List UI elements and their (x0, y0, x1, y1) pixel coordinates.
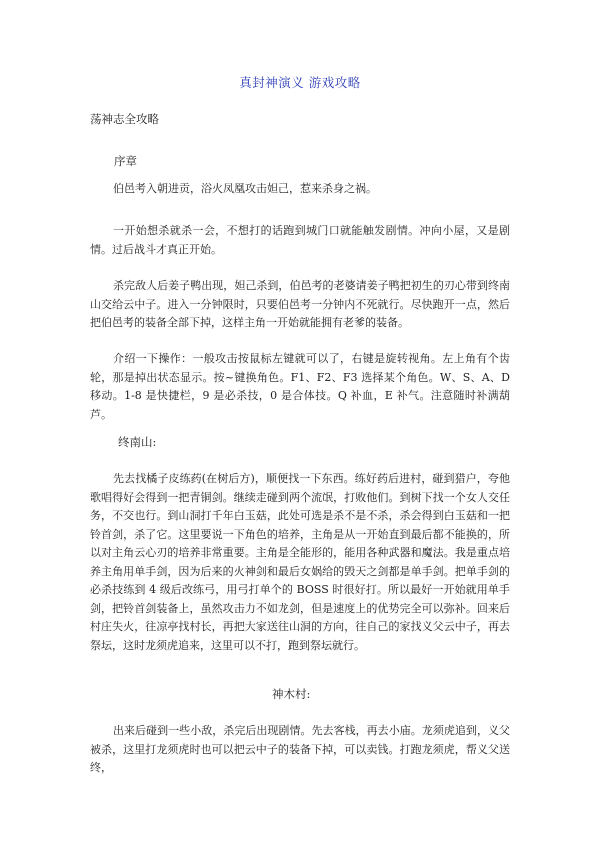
paragraph: 介绍一下操作：一般攻击按鼠标左键就可以了，右键是旋转视角。左上角有个齿轮，那是掉出状态显示。按~键换角色。F1、F2、F3 选择某个角色。W、S、A、D 移动。1-8 是快捷栏，9 是必杀技，0 是合体技。Q 补血，E 补气。注意随时补满葫芦。 (90, 352, 510, 421)
paragraph: 出来后碰到一些小敌，杀完后出现剧情。先去客栈，再去小庙。龙须虎追到，义父被杀，这里打龙须虎时也可以把云中子的装备下掉，可以卖钱。打跑龙须虎，帮义父送终， (90, 724, 510, 774)
section-heading-zhongnan: 终南山: (118, 435, 157, 449)
paragraph: 先去找橘子皮练药(在树后方)，顺便找一下东西。练好药后进村，碰到猎户，夸他歌唱得好会得到一把青铜剑。继续走碰到两个流氓，打败他们。到树下找一个女人交任务，不交也行。到山洞打千年白玉菇，此处可选是杀不是不杀，杀会得到白玉菇和一把铃首剑，杀了它。这里要说一下角色的培养，主角是从一开始直到最后都不能换的，所以对主角云心刃的培养非常重要。主角是全能形的，能用各种武器和魔法。我是重点培养主角用单手剑，因为后来的火神剑和最后女娲给的毁天之剑都是单手剑。把单手剑的必杀技练到 4 级后改练弓，用弓打单个的 BOSS 时很好打。所以最好一开始就用单手剑，把铃首剑装备上，虽然攻击力不如龙剑，但是速度上的优势完全可以弥补。回来后村庄失火，往凉亭找村长，再把大家送往山洞的方向，往自己的家找义父云中子，再去祭坛，这时龙须虎追来，这里可以不打，跑到祭坛就行。 (90, 472, 510, 652)
section-heading-shenmu: 神木村: (272, 687, 311, 701)
paragraph: 伯邑考入朝进贡，浴火凤凰攻击妲己，惹来杀身之祸。 (113, 182, 377, 195)
paragraph: 杀完敌人后姜子鸭出现，妲己杀到，伯邑考的老婆请姜子鸭把初生的刃心带到终南山交给云中子。进入一分钟限时，只要伯邑考一分钟内不死就行。尽快跑开一点，然后把伯邑考的装备全部下掉，这样主角一开始就能拥有老爹的装备。 (90, 279, 510, 329)
section-heading-preface: 序章 (114, 154, 137, 168)
document-subtitle: 荡神志全攻略 (90, 112, 159, 126)
document-title: 真封神演义 游戏攻略 (239, 75, 361, 90)
paragraph: 一开始想杀就杀一会，不想打的话跑到城门口就能触发剧情。冲向小屋，又是剧情。过后战斗才真正开始。 (90, 224, 510, 256)
